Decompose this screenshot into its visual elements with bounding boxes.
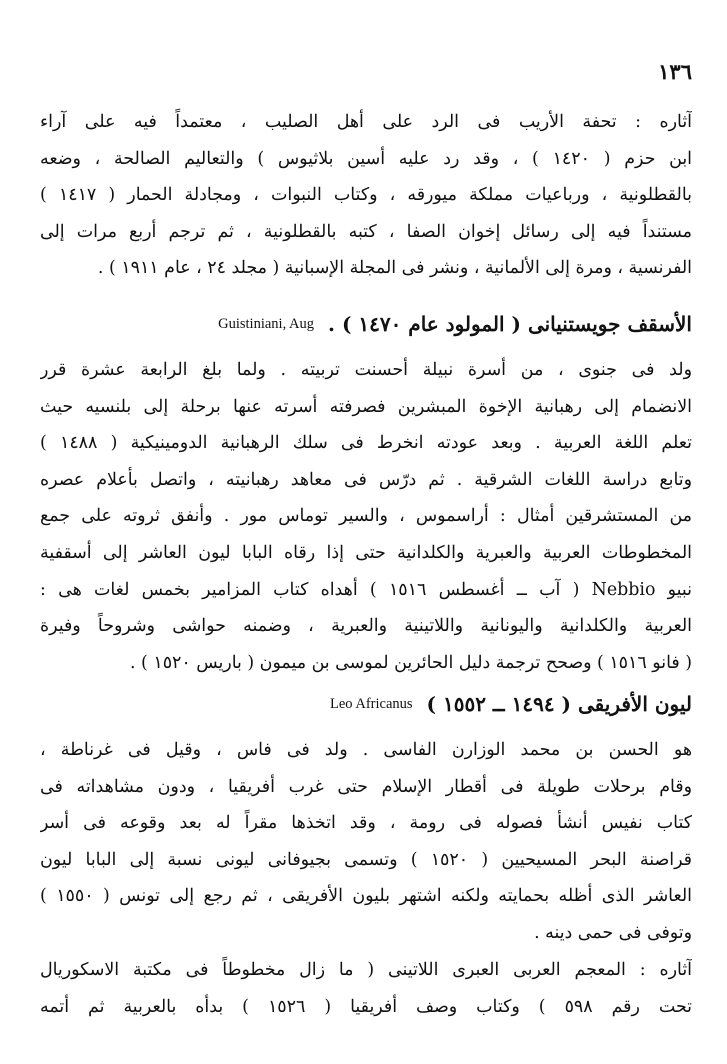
text-line: ( فانو ١٥١٦ ) وصحح ترجمة دليل الحائرين لموسى بن ميمون ( باريس ١٥٢٠ ) . <box>130 652 692 673</box>
text-line: من المستشرقين أمثال : أراسموس ، والسير توماس مور . وأنفق ثروته على جمع <box>40 506 692 527</box>
text-line: مستنداً فيه إلى رسائل إخوان الصفا ، كتبه بالقطلونية ، ثم ترجم أربع مرات إلى <box>40 221 692 242</box>
text-line: تحت رقم ٥٩٨ ) وكتاب وصف أفريقيا ( ١٥٢٦ ) بدأه بالعربية ثم أتمه <box>40 996 692 1017</box>
text-line: ابن حزم ( ١٤٢٠ ) ، وقد رد عليه أسين بلاثيوس ) والتعاليم الصالحة ، وضعه <box>40 148 692 169</box>
text-line: آثاره : تحفة الأريب فى الرد على أهل الصليب ، معتمداً فيه على آراء <box>40 112 692 132</box>
text-line: آثاره : المعجم العربى العبرى اللاتينى ( ما زال مخطوطاً فى مكتبة الاسكوريال <box>40 960 692 980</box>
document-page <box>40 56 692 1056</box>
works-paragraph <box>40 104 692 287</box>
text-line: الانضمام إلى رهبانية الإخوة المبشرين فصرفته أسرته عنها برحلة إلى بلنسيه حيث <box>40 396 692 417</box>
works-paragraph <box>40 952 692 1025</box>
entry-latin-name: Leo Africanus <box>330 695 413 712</box>
text-line: العاشر الذى أظله بحمايته ولكنه اشتهر بليون الأفريقى ، ثم رجع إلى تونس ( ١٥٥٠ ) <box>40 886 692 907</box>
text-line: وتابع دراسة اللغات الشرقية . ثم درّس فى معاهد رهبانيته ، واتصل بأعلام عصره <box>40 469 692 490</box>
entry-title: الأسقف جويستنيانى ( المولود عام ١٤٧٠ ) . <box>328 312 692 336</box>
biography-paragraph <box>40 352 692 681</box>
entry-heading-guistiniani <box>40 304 692 344</box>
entry-heading-leo-africanus <box>40 684 692 724</box>
text-line: وقام برحلات طويلة فى أقطار الإسلام حتى غرب أفريقيا ، ودون مشاهداته فى <box>40 776 692 797</box>
text-line: بالقطلونية ، ورباعيات مملكة ميورقه ، وكتاب النبوات ، ومجادلة الحمار ( ١٤١٧ ) <box>40 185 692 206</box>
text-line: تعلم اللغة العربية . وبعد عودته انخرط فى سلك الرهبانية الدومينيكية ( ١٤٨٨ ) <box>40 433 692 454</box>
entry-title: ليون الأفريقى ( ١٤٩٤ ــ ١٥٥٢ ) <box>426 692 692 716</box>
entry-latin-name: Guistiniani, Aug <box>218 315 315 332</box>
text-line: ولد فى جنوى ، من أسرة نبيلة أحسنت تربيته . ولما بلغ الرابعة عشرة قرر <box>40 360 692 380</box>
text-line: وتوفى فى حمى دينه . <box>534 922 692 943</box>
text-line: المخطوطات العربية والعبرية والكلدانية حتى إذا رقاه البابا ليون العاشر إلى أسقفية <box>40 542 692 563</box>
text-line: الفرنسية ، ومرة إلى الألمانية ، ونشر فى المجلة الإسبانية ( مجلد ٢٤ ، عام ١٩١١ ) . <box>97 258 692 279</box>
text-line: قراصنة البحر المسيحيين ( ١٥٢٠ ) وتسمى بجيوفانى ليونى نسبة إلى البابا ليون <box>40 849 692 870</box>
text-line: هو الحسن بن محمد الوزارن الفاسى . ولد فى فاس ، وقيل فى غرناطة ، <box>40 740 692 760</box>
text-line: نبيو Nebbio ( آب ــ أغسطس ١٥١٦ ) أهداه كتاب المزامير بخمس لغات هى : <box>40 579 692 600</box>
biography-paragraph <box>40 732 692 952</box>
text-line: العربية والكلدانية واليونانية واللاتينية والعبرية ، وضمنه حواشى وشروحاً وفيرة <box>40 616 692 637</box>
page-number: ١٣٦ <box>658 59 692 84</box>
text-line: كتاب نفيس أنشأ فصوله فى رومة ، وقد اتخذها مقراً له بعد وقوعه فى أسر <box>40 813 692 834</box>
